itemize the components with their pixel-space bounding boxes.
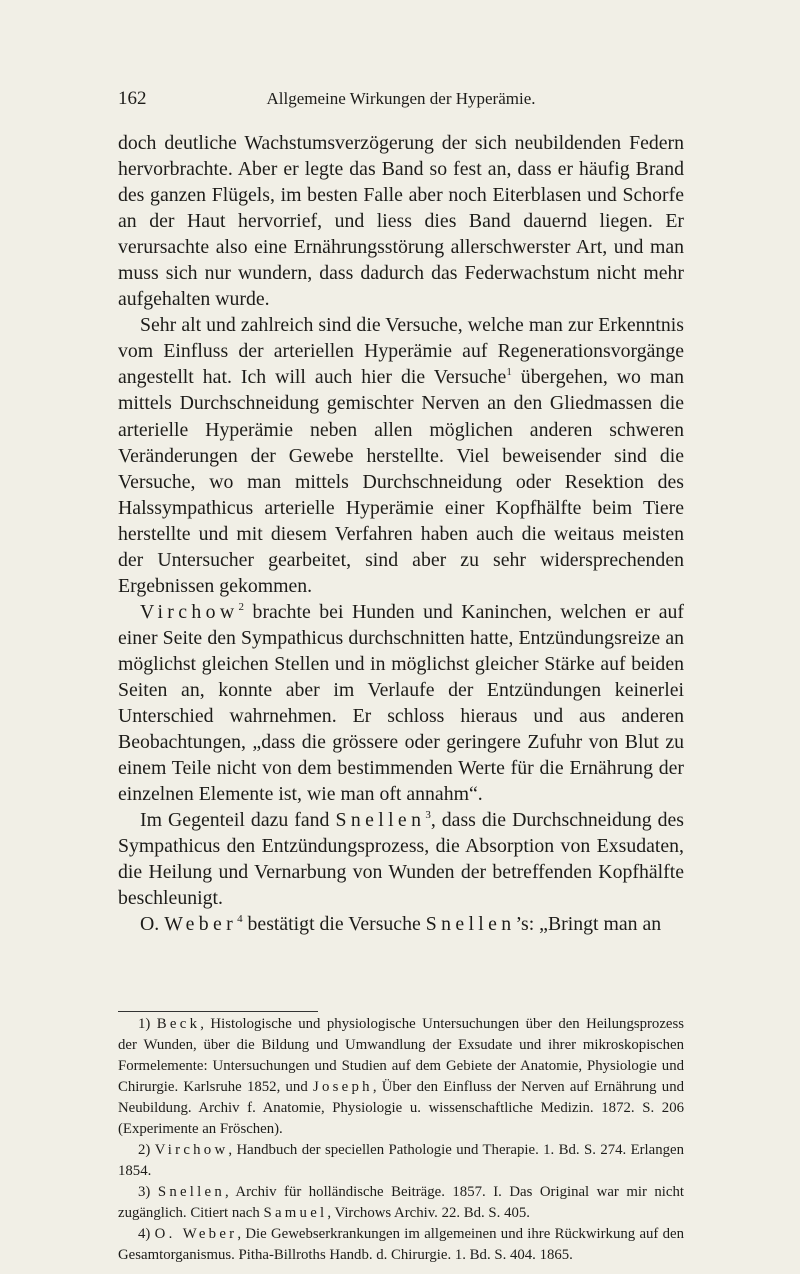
footnote-2: 2) Virchow, Handbuch der speciellen Pathologie und Therapie. 1. Bd. S. 274. Erlangen 1854. — [118, 1142, 685, 1179]
footnote-3: 3) Snellen, Archiv für holländische Beiträge. 1857. I. Das Original war mir nicht zugänglich. Citiert nach Samuel, Virchows Archiv. 22. Bd. S. 405. — [118, 1184, 684, 1221]
page-header — [118, 88, 684, 112]
author-name: Virchow — [140, 600, 239, 623]
page-number: 162 — [118, 88, 147, 109]
running-title: Allgemeine Wirkungen der Hyperämie. — [266, 89, 536, 108]
author-name: Snellen — [425, 913, 516, 936]
paragraph-2: Sehr alt und zahlreich sind die Versuche, welche man zur Erkenntnis vom Einfluss der arteriellen Hyperämie auf Regenerationsvorgänge angestellt hat. Ich will auch hier die Versuche$^1$ übergehen, wo man mittels Durchschneidung gemischter Nerven an den Gliedmassen die arterielle Hyperämie neben allen möglichen anderen schweren Veränderungen der Gewebe herstellte. Viel beweisender sind die Versuche, wo man mittels Durchschneidung oder Resektion des Halssympathicus arterielle Hyperämie einer Kopfhälfte beim Tiere herstellte und mit diesem Verfahren haben auch die weitaus meisten der Untersucher gearbeitet, sind aber zu sehr widersprechenden Ergebnissen gekommen. — [118, 314, 684, 597]
body-text — [118, 130, 684, 937]
footnote-ref-2[interactable]: 2 — [238, 600, 245, 613]
paragraph-4: Im Gegenteil dazu fand Snellen$^3$, dass die Durchschneidung des Sympathicus den Entzündungsprozess, die Absorption von Exsudaten, die Heilung und Vernarbung von Wunden der betreffenden Kopfhälfte beschleunigt. — [118, 809, 685, 910]
footnote-rule — [118, 1011, 318, 1012]
paragraph-3: Virchow$^2$ brachte bei Hunden und Kaninchen, welchen er auf einer Seite den Sympathicus durchschnitten hatte, Entzündungsreize an möglichst gleichen Stellen und in möglichst gleicher Stärke auf beiden Seiten an, konnte aber im Verlaufe der Entzündungen keinerlei Unterschied wahrnehmen. Er schloss hieraus und aus anderen Beobachtungen, „dass die grössere oder geringere Zufuhr von Blut zu einem Teile nicht von dem bestimmenden Werte für die Ernährung der einzelnen Elemente ist, wie man oft annahm“. — [118, 600, 684, 806]
paragraph-5: O. Weber$^4$ bestätigt die Versuche Snellen’s: „Bringt man an — [140, 913, 662, 936]
footnote-ref-4[interactable]: 4 — [237, 913, 243, 926]
paragraph-1: doch deutliche Wachstumsverzögerung der sich neubildenden Federn hervorbrachte. Aber er legte das Band so fest an, dass er häufig Brand des ganzen Flügels, im besten Falle aber noch Eiterblasen und Schorfe an der Haut hervorrief, und liess dies Band dauernd liegen. Er verursachte also eine Ernährungsstörung allerschwerster Art, und man muss sich nur wundern, dass dadurch das Federwachstum nicht mehr aufgehalten wurde. — [118, 132, 684, 311]
author-name: Snellen — [335, 809, 426, 832]
footnote-4: 4) O. Weber, Die Gewebserkrankungen im allgemeinen und ihre Rückwirkung auf den Gesamtorganismus. Pitha-Billroths Handb. d. Chirurgie. 1. Bd. S. 404. 1865. — [118, 1226, 684, 1263]
footnote-ref-1[interactable]: 1 — [506, 366, 512, 379]
footnotes — [118, 1014, 684, 1266]
footnote-ref-3[interactable]: 3 — [425, 809, 431, 822]
footnote-1: 1) Beck, Histologische und physiologische Untersuchungen über den Heilungsprozess der Wunden, über die Bildung und Umwandlung der Exsudate und ihrer mikroskopischen Formelemente: Untersuchungen und Studien auf dem Gebiete der Anatomie, Physiologie und Chirurgie. Karlsruhe 1852, und Joseph, Über den Einfluss der Nerven auf Ernährung und Neubildung. Archiv f. Anatomie, Physiologie u. wissenschaftliche Medizin. 1872. S. 206 (Experimente an Fröschen). — [118, 1016, 684, 1137]
author-name: Weber — [164, 913, 238, 936]
